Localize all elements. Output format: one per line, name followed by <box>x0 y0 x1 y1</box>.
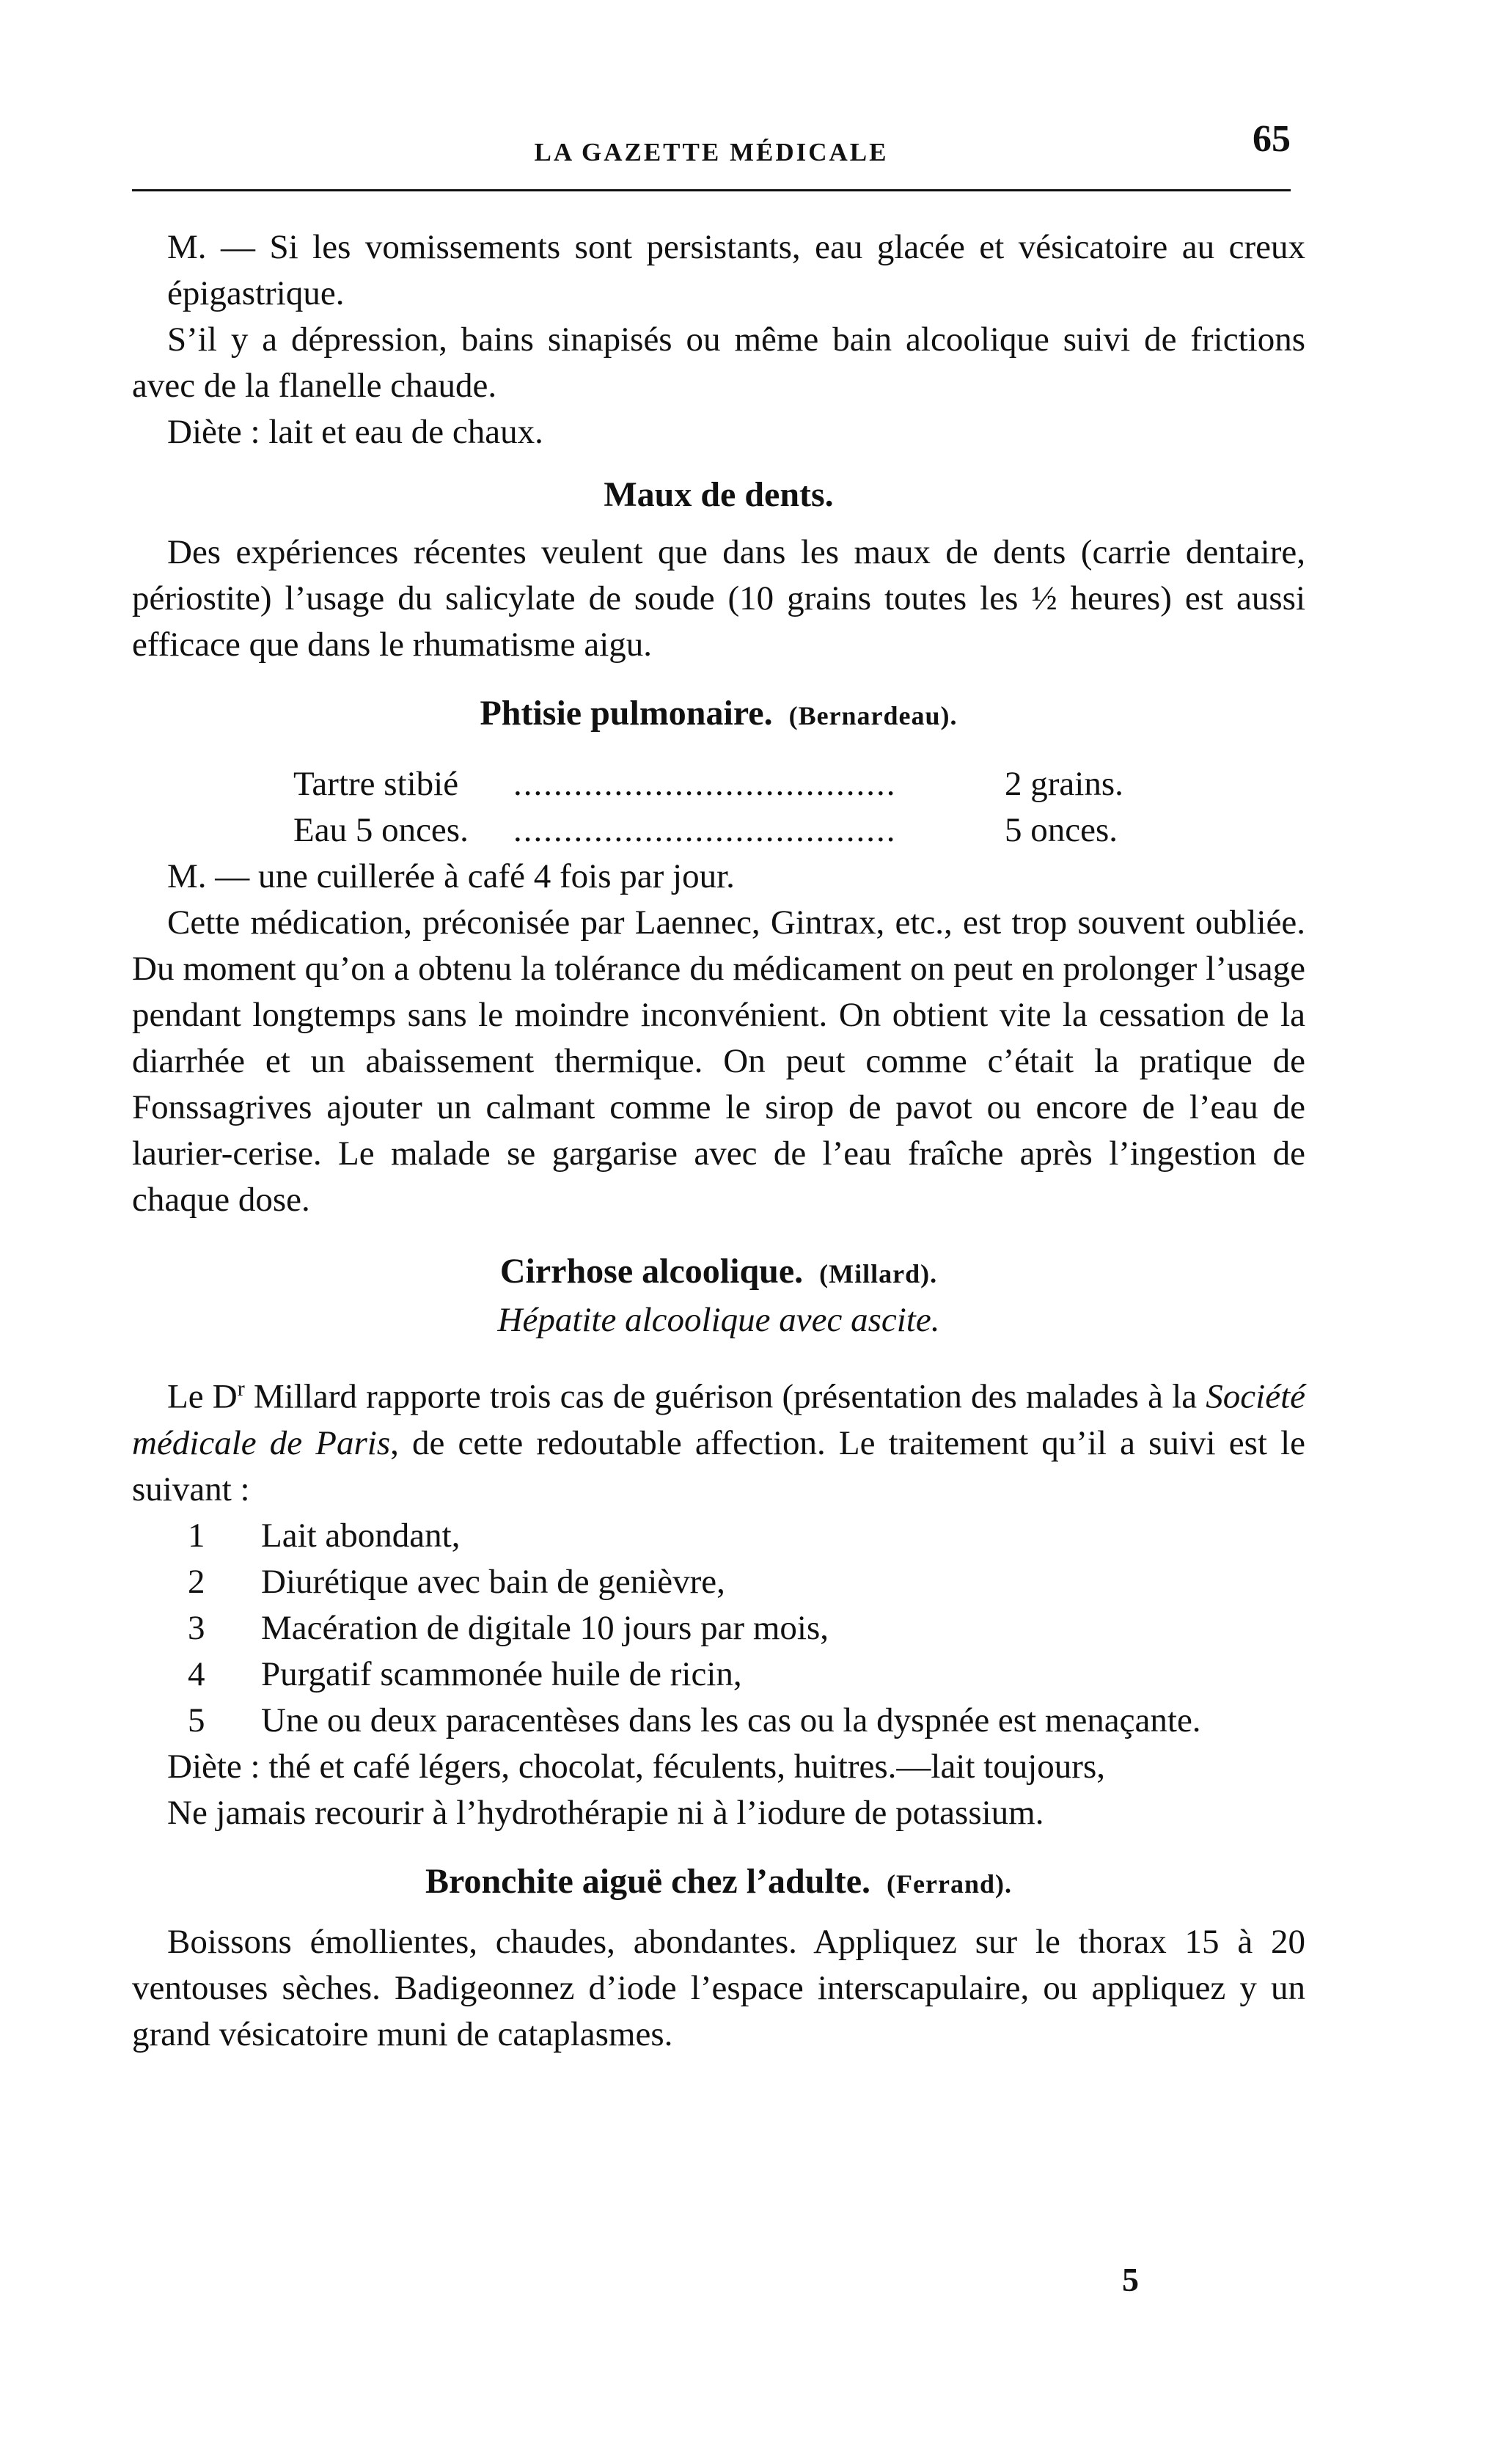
list-text: Macération de digitale 10 jours par mois, <box>261 1608 829 1647</box>
list-text: Lait abondant, <box>261 1516 461 1555</box>
list-number: 4 <box>188 1654 205 1693</box>
text-run: , de cette redoutable affection. Le traitement qu’il a suivi est le suivant : <box>132 1423 1305 1508</box>
section-heading-phtisie <box>132 690 1305 739</box>
diet-line: Diète : thé et café légers, chocolat, féculents, huitres.—lait toujours, <box>167 1747 1105 1786</box>
section-subtitle: Hépatite alcoolique avec ascite. <box>497 1301 940 1339</box>
prescription-line <box>132 807 1305 854</box>
rx-dose: 5 onces. <box>1005 811 1118 849</box>
page-number: 65 <box>1253 118 1291 160</box>
header-rule <box>132 189 1291 191</box>
list-item <box>132 1698 1305 1744</box>
rx-item: Tartre stibié <box>293 765 459 803</box>
section-heading-bronchite <box>132 1858 1305 1907</box>
list-item <box>132 1559 1305 1605</box>
text-run: Le D <box>167 1377 238 1416</box>
section-heading-maux <box>132 472 1305 518</box>
list-text: Diurétique avec bain de genièvre, <box>261 1562 725 1601</box>
list-number: 1 <box>188 1516 205 1555</box>
list-text: Une ou deux paracentèses dans les cas ou la dyspnée est menaçante. <box>261 1701 1201 1739</box>
rx-leader-dots: ...................................... <box>513 765 897 803</box>
list-item <box>132 1513 1305 1559</box>
list-number: 2 <box>188 1562 205 1601</box>
heading-author: (Millard). <box>819 1259 938 1288</box>
signature-mark: 5 <box>1122 2261 1139 2298</box>
text-run: Millard rapporte trois cas de guérison (présentation des malades à la <box>244 1377 1206 1416</box>
paragraph-phtisie: Cette médication, préconisée par Laennec, Gintrax, etc., est trop souvent oubliée. Du moment qu’on a obtenu la tolérance du médicament on peut en prolonger l’usage pendant longtemps sans le moindre inconvénient. On obtient vite la cessation de la diarrhée et un abaissement thermique. On peut comme c’était la pratique de Fonssagrives ajouter un calmant comme le sirop de pavot ou encore de l’eau de laurier-cerise. Le malade se gargarise avec de l’eau fraîche après l’ingestion de chaque dose. <box>132 903 1305 1219</box>
section-heading-cirrhose <box>132 1248 1305 1297</box>
prescription-line <box>132 761 1305 807</box>
body-text <box>132 224 1305 2058</box>
rx-item: Eau 5 onces. <box>293 811 469 849</box>
list-text: Purgatif scammonée huile de ricin, <box>261 1654 742 1693</box>
list-item <box>132 1651 1305 1698</box>
superscript: r <box>237 1376 245 1401</box>
heading-title: Phtisie pulmonaire. <box>480 694 773 733</box>
warning-line: Ne jamais recourir à l’hydrothérapie ni à l’iodure de potassium. <box>167 1793 1044 1832</box>
journal-name: Société médicale de Paris <box>132 1377 1305 1462</box>
paragraph-cirrhose <box>132 1365 1305 1513</box>
rx-instruction: M. — une cuillerée à café 4 fois par jour. <box>167 857 735 895</box>
intro-paragraph-3: Diète : lait et eau de chaux. <box>167 413 543 451</box>
paragraph-bronchite: Boissons émollientes, chaudes, abondantes. Appliquez sur le thorax 15 à 20 ventouses sèches. Badigeonnez d’iode l’espace interscapulaire, ou appliquez y un grand vésicatoire muni de cataplasmes. <box>132 1922 1305 2053</box>
list-number: 3 <box>188 1608 205 1647</box>
heading-title: Maux de dents. <box>604 475 834 514</box>
journal-title: LA GAZETTE MÉDICALE <box>534 138 889 166</box>
paragraph-maux: Des expériences récentes veulent que dans les maux de dents (carrie dentaire, périostite) l’usage du salicylate de soude (10 grains toutes les ½ heures) est aussi efficace que dans le rhumatisme aigu. <box>132 533 1305 664</box>
heading-author: (Bernardeau). <box>788 701 958 730</box>
heading-title: Bronchite aiguë chez l’adulte. <box>425 1861 871 1901</box>
intro-paragraph-1: M. — Si les vomissements sont persistants, eau glacée et vésicatoire au creux épigastrique. <box>167 228 1305 312</box>
rx-leader-dots: ...................................... <box>513 811 897 849</box>
heading-title: Cirrhose alcoolique. <box>499 1252 804 1291</box>
heading-author: (Ferrand). <box>887 1869 1012 1899</box>
intro-paragraph-2: S’il y a dépression, bains sinapisés ou même bain alcoolique suivi de frictions avec de la flanelle chaude. <box>132 320 1305 405</box>
running-head <box>132 117 1291 176</box>
list-number: 5 <box>188 1701 205 1739</box>
list-item <box>132 1605 1305 1651</box>
rx-dose: 2 grains. <box>1005 765 1123 803</box>
